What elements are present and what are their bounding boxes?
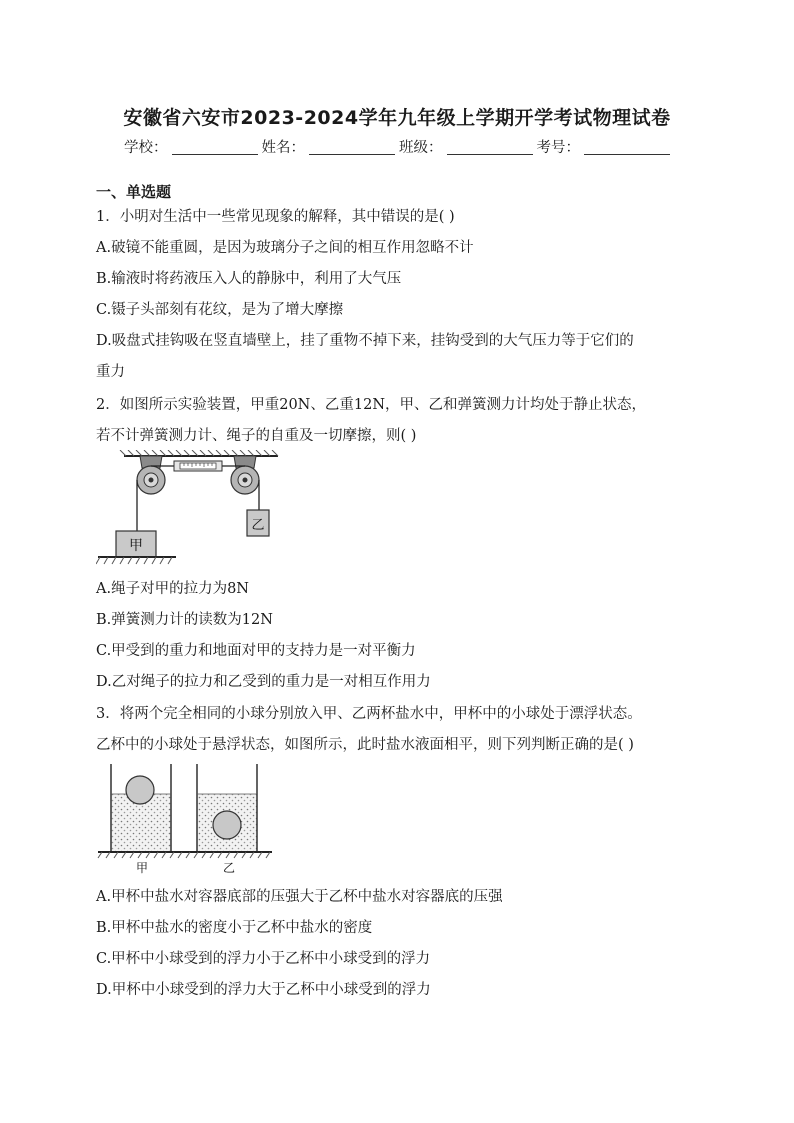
number-field <box>537 136 675 157</box>
q1-option-d[interactable]: D.吸盘式挂钩吸在竖直墙壁上，挂了重物不掉下来，挂钩受到的大气压力等于它们的 <box>96 333 634 349</box>
q3-stem-line2: 乙杯中的小球处于悬浮状态，如图所示，此时盐水液面相平，则下列判断正确的是( ) <box>96 737 634 753</box>
section-heading: 一、单选题 <box>96 183 172 201</box>
number-blank[interactable] <box>584 140 670 155</box>
name-blank[interactable] <box>309 140 395 155</box>
spring-scale <box>174 461 222 471</box>
q1-option-a[interactable]: A.破镜不能重圆，是因为玻璃分子之间的相互作用忽略不计 <box>96 240 474 256</box>
block-yi-label: 乙 <box>251 518 265 533</box>
q2-stem-line1: 2．如图所示实验装置，甲重20N、乙重12N，甲、乙和弹簧测力计均处于静止状态， <box>96 397 646 413</box>
class-blank[interactable] <box>447 140 533 155</box>
student-info <box>124 136 674 157</box>
q2-option-b[interactable]: B.弹簧测力计的读数为12N <box>96 612 273 628</box>
suspended-ball <box>213 811 241 839</box>
q3-beakers-figure <box>96 760 276 878</box>
q3-option-a[interactable]: A.甲杯中盐水对容器底部的压强大于乙杯中盐水对容器底的压强 <box>96 889 503 905</box>
class-label: 班级： <box>399 140 443 156</box>
q1-stem: 1．小明对生活中一些常见现象的解释，其中错误的是( ) <box>96 209 455 225</box>
q2-stem-line2: 若不计弹簧测力计、绳子的自重及一切摩擦，则( ) <box>96 428 417 444</box>
school-label: 学校： <box>124 140 168 156</box>
q1-option-d-cont: 重力 <box>96 364 125 380</box>
name-label: 姓名： <box>261 140 305 156</box>
q2-option-d[interactable]: D.乙对绳子的拉力和乙受到的重力是一对相互作用力 <box>96 674 431 690</box>
q2-option-c[interactable]: C.甲受到的重力和地面对甲的支持力是一对平衡力 <box>96 643 416 659</box>
q1-option-b[interactable]: B.输液时将药液压入人的静脉中，利用了大气压 <box>96 271 402 287</box>
number-label: 考号： <box>536 140 580 156</box>
q1-option-c[interactable]: C.镊子头部刻有花纹，是为了增大摩擦 <box>96 302 344 318</box>
name-field <box>262 136 400 157</box>
page-title: 安徽省六安市2023-2024学年九年级上学期开学考试物理试卷 <box>123 107 671 129</box>
school-blank[interactable] <box>172 140 258 155</box>
q2-pulley-figure <box>96 450 286 568</box>
beaker-yi-label: 乙 <box>222 861 236 875</box>
beaker-jia-label: 甲 <box>135 861 149 875</box>
left-pulley <box>137 456 165 494</box>
q3-option-c[interactable]: C.甲杯中小球受到的浮力小于乙杯中小球受到的浮力 <box>96 951 431 967</box>
q2-option-a[interactable]: A.绳子对甲的拉力为8N <box>96 581 249 597</box>
q3-stem-line1: 3．将两个完全相同的小球分别放入甲、乙两杯盐水中，甲杯中的小球处于漂浮状态。 <box>96 706 642 722</box>
school-field <box>124 136 262 157</box>
class-field <box>399 136 537 157</box>
block-jia-label: 甲 <box>129 538 143 554</box>
q3-option-b[interactable]: B.甲杯中盐水的密度小于乙杯中盐水的密度 <box>96 920 373 936</box>
right-pulley <box>231 456 259 494</box>
q3-option-d[interactable]: D.甲杯中小球受到的浮力大于乙杯中小球受到的浮力 <box>96 982 431 998</box>
floating-ball <box>126 776 154 804</box>
